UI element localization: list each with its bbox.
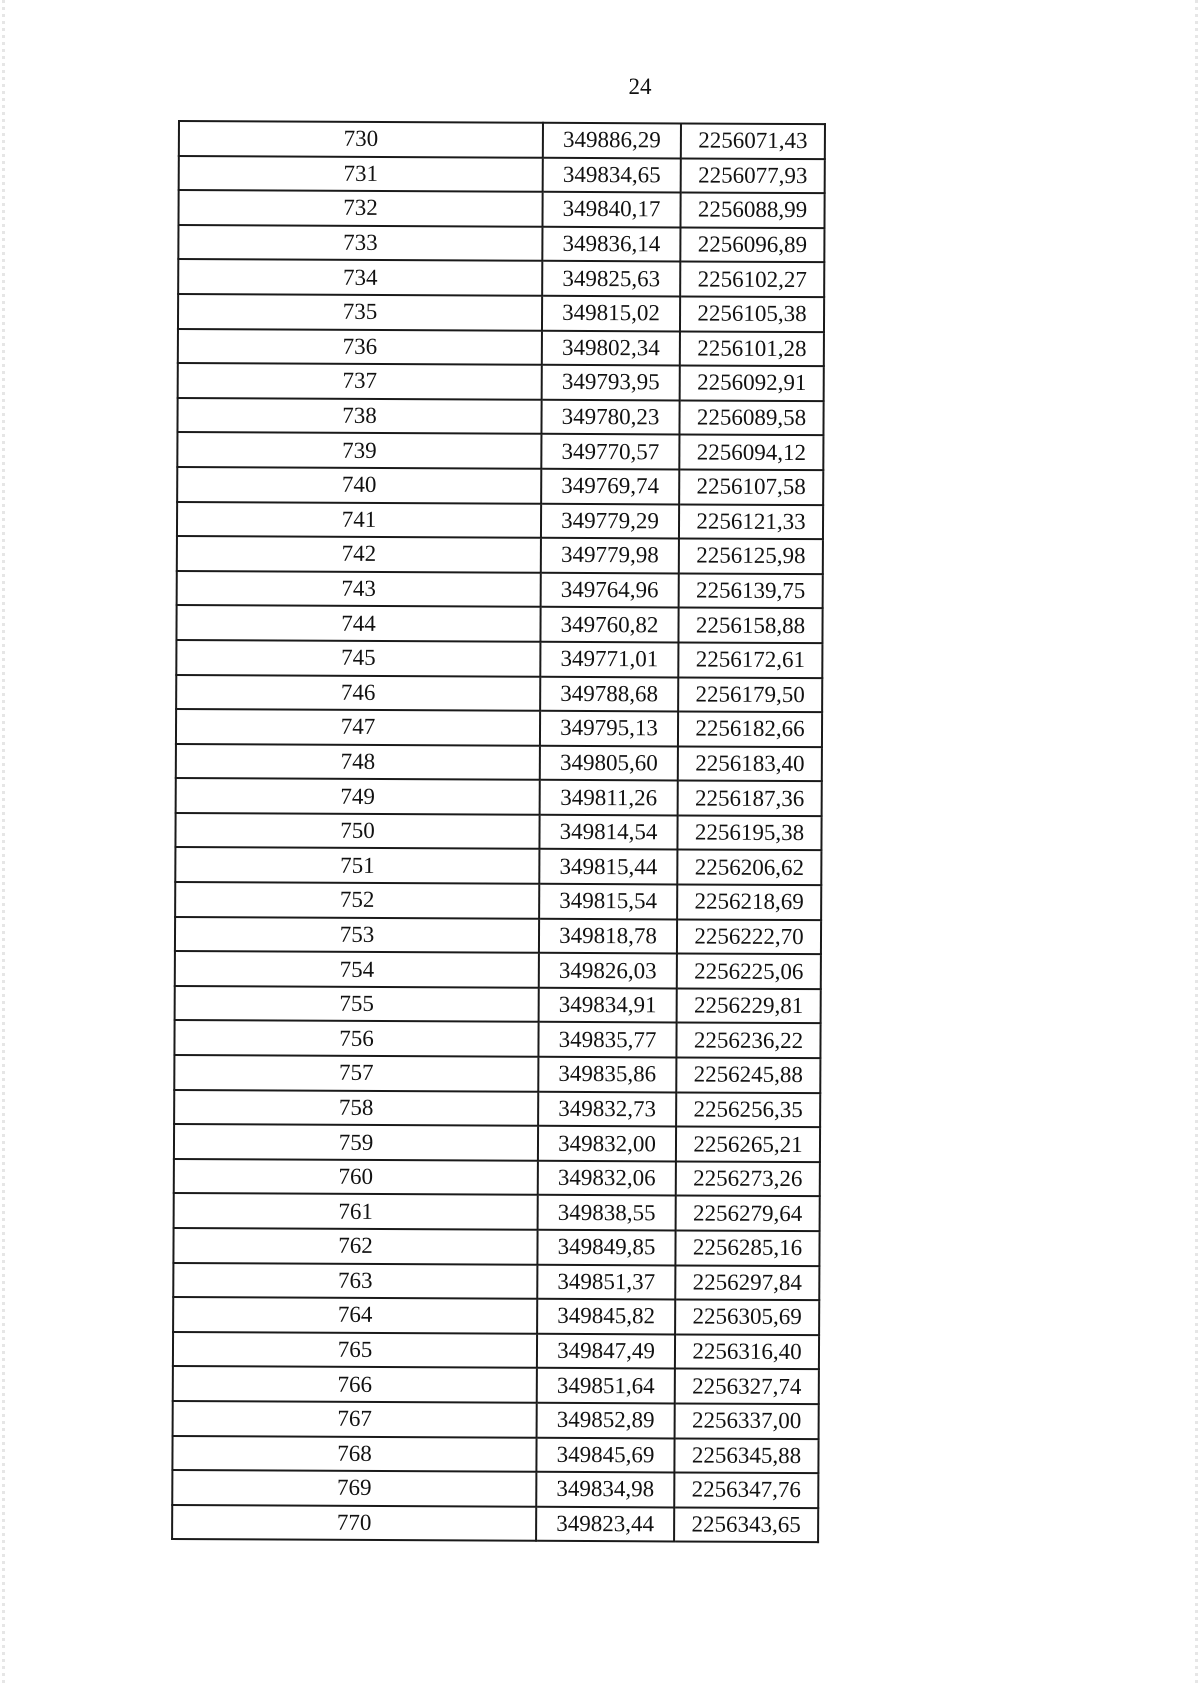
table-row (177, 398, 823, 436)
point-number-cell: 750 (175, 813, 539, 849)
table-row (173, 1366, 819, 1404)
x-coordinate-cell: 349795,13 (540, 711, 678, 746)
point-number-cell: 737 (178, 363, 542, 399)
x-coordinate-cell: 349840,17 (542, 192, 680, 227)
point-number-cell: 764 (173, 1297, 537, 1333)
x-coordinate-cell: 349779,29 (541, 503, 679, 538)
table-row (172, 1505, 818, 1543)
table-row (178, 294, 824, 332)
x-coordinate-cell: 349836,14 (542, 227, 680, 262)
x-coordinate-cell: 349847,49 (537, 1334, 675, 1369)
table-row (176, 744, 822, 782)
point-number-cell: 732 (178, 190, 542, 226)
point-number-cell: 762 (173, 1228, 537, 1264)
point-number-cell: 739 (177, 432, 541, 468)
x-coordinate-cell: 349771,01 (540, 642, 678, 677)
y-coordinate-cell: 2256187,36 (678, 781, 822, 816)
table-row (172, 1436, 818, 1474)
y-coordinate-cell: 2256337,00 (675, 1403, 819, 1438)
table-row (176, 709, 822, 747)
point-number-cell: 768 (172, 1436, 536, 1472)
scan-edge-left (2, 0, 5, 1686)
table-row (177, 502, 823, 540)
y-coordinate-cell: 2256105,38 (680, 296, 824, 331)
point-number-cell: 766 (173, 1366, 537, 1402)
table-row (177, 536, 823, 574)
point-number-cell: 757 (174, 1055, 538, 1091)
x-coordinate-cell: 349852,89 (537, 1403, 675, 1438)
x-coordinate-cell: 349769,74 (541, 469, 679, 504)
table-row (176, 778, 822, 816)
table-row (173, 1263, 819, 1301)
x-coordinate-cell: 349818,78 (539, 918, 677, 953)
y-coordinate-cell: 2256195,38 (677, 815, 821, 850)
point-number-cell: 742 (177, 536, 541, 572)
y-coordinate-cell: 2256101,28 (680, 331, 824, 366)
y-coordinate-cell: 2256225,06 (677, 954, 821, 989)
x-coordinate-cell: 349811,26 (540, 780, 678, 815)
table-row (178, 259, 824, 297)
x-coordinate-cell: 349832,00 (538, 1126, 676, 1161)
point-number-cell: 765 (173, 1332, 537, 1368)
point-number-cell: 751 (175, 847, 539, 883)
table-row (176, 640, 822, 678)
table-row (178, 363, 824, 401)
y-coordinate-cell: 2256218,69 (677, 885, 821, 920)
table-row (175, 882, 821, 920)
y-coordinate-cell: 2256121,33 (679, 504, 823, 539)
point-number-cell: 759 (174, 1124, 538, 1160)
table-row (174, 1159, 820, 1197)
y-coordinate-cell: 2256088,99 (680, 193, 824, 228)
x-coordinate-cell: 349835,86 (538, 1057, 676, 1092)
x-coordinate-cell: 349823,44 (536, 1507, 674, 1542)
y-coordinate-cell: 2256139,75 (679, 573, 823, 608)
table-row (173, 1297, 819, 1335)
table-row (174, 1193, 820, 1231)
x-coordinate-cell: 349849,85 (537, 1230, 675, 1265)
y-coordinate-cell: 2256327,74 (675, 1369, 819, 1404)
x-coordinate-cell: 349760,82 (540, 607, 678, 642)
y-coordinate-cell: 2256183,40 (678, 746, 822, 781)
x-coordinate-cell: 349764,96 (541, 572, 679, 607)
point-number-cell: 743 (177, 571, 541, 607)
point-number-cell: 749 (176, 778, 540, 814)
point-number-cell: 760 (174, 1159, 538, 1195)
x-coordinate-cell: 349838,55 (538, 1195, 676, 1230)
x-coordinate-cell: 349815,54 (539, 884, 677, 919)
table-row (177, 467, 823, 505)
point-number-cell: 755 (175, 986, 539, 1022)
x-coordinate-cell: 349826,03 (539, 953, 677, 988)
table-row (178, 225, 824, 263)
point-number-cell: 740 (177, 467, 541, 503)
x-coordinate-cell: 349845,69 (536, 1437, 674, 1472)
table-row (175, 951, 821, 989)
point-number-cell: 731 (179, 156, 543, 192)
point-number-cell: 738 (177, 398, 541, 434)
table-row (174, 1124, 820, 1162)
x-coordinate-cell: 349780,23 (541, 400, 679, 435)
point-number-cell: 761 (174, 1193, 538, 1229)
x-coordinate-cell: 349835,77 (538, 1022, 676, 1057)
y-coordinate-cell: 2256245,88 (676, 1057, 820, 1092)
x-coordinate-cell: 349815,44 (539, 849, 677, 884)
table-row (175, 813, 821, 851)
table-row (174, 1090, 820, 1128)
point-number-cell: 754 (175, 951, 539, 987)
y-coordinate-cell: 2256107,58 (679, 469, 823, 504)
table-row (178, 190, 824, 228)
x-coordinate-cell: 349770,57 (541, 434, 679, 469)
table-row (177, 432, 823, 470)
y-coordinate-cell: 2256256,35 (676, 1092, 820, 1127)
y-coordinate-cell: 2256265,21 (676, 1127, 820, 1162)
point-number-cell: 746 (176, 674, 540, 710)
y-coordinate-cell: 2256236,22 (676, 1023, 820, 1058)
point-number-cell: 752 (175, 882, 539, 918)
y-coordinate-cell: 2256172,61 (678, 642, 822, 677)
table-row (177, 571, 823, 609)
coordinates-table-body (172, 121, 825, 1542)
table-row (173, 1401, 819, 1439)
y-coordinate-cell: 2256089,58 (679, 400, 823, 435)
x-coordinate-cell: 349815,02 (542, 296, 680, 331)
y-coordinate-cell: 2256316,40 (675, 1334, 819, 1369)
table-row (173, 1228, 819, 1266)
y-coordinate-cell: 2256229,81 (677, 988, 821, 1023)
x-coordinate-cell: 349834,91 (539, 988, 677, 1023)
y-coordinate-cell: 2256096,89 (680, 227, 824, 262)
point-number-cell: 744 (176, 605, 540, 641)
x-coordinate-cell: 349851,37 (537, 1264, 675, 1299)
point-number-cell: 770 (172, 1505, 536, 1541)
x-coordinate-cell: 349834,65 (543, 157, 681, 192)
y-coordinate-cell: 2256182,66 (678, 712, 822, 747)
table-row (173, 1332, 819, 1370)
scan-edge-right (1195, 0, 1198, 1686)
x-coordinate-cell: 349814,54 (539, 815, 677, 850)
y-coordinate-cell: 2256343,65 (674, 1507, 818, 1542)
point-number-cell: 767 (173, 1401, 537, 1437)
x-coordinate-cell: 349793,95 (542, 365, 680, 400)
point-number-cell: 769 (172, 1470, 536, 1506)
coordinates-table (171, 120, 826, 1543)
x-coordinate-cell: 349834,98 (536, 1472, 674, 1507)
x-coordinate-cell: 349825,63 (542, 261, 680, 296)
point-number-cell: 733 (178, 225, 542, 261)
y-coordinate-cell: 2256206,62 (677, 850, 821, 885)
table-row (176, 605, 822, 643)
x-coordinate-cell: 349779,98 (541, 538, 679, 573)
y-coordinate-cell: 2256179,50 (678, 677, 822, 712)
y-coordinate-cell: 2256305,69 (675, 1300, 819, 1335)
table-row (175, 917, 821, 955)
y-coordinate-cell: 2256071,43 (681, 123, 825, 158)
y-coordinate-cell: 2256094,12 (679, 435, 823, 470)
y-coordinate-cell: 2256092,91 (680, 366, 824, 401)
y-coordinate-cell: 2256102,27 (680, 262, 824, 297)
x-coordinate-cell: 349886,29 (543, 123, 681, 158)
point-number-cell: 745 (176, 640, 540, 676)
point-number-cell: 734 (178, 259, 542, 295)
y-coordinate-cell: 2256345,88 (674, 1438, 818, 1473)
x-coordinate-cell: 349851,64 (537, 1368, 675, 1403)
point-number-cell: 756 (174, 1020, 538, 1056)
x-coordinate-cell: 349845,82 (537, 1299, 675, 1334)
y-coordinate-cell: 2256297,84 (675, 1265, 819, 1300)
table-row (175, 847, 821, 885)
point-number-cell: 730 (179, 121, 543, 157)
table-row (178, 329, 824, 367)
point-number-cell: 753 (175, 917, 539, 953)
point-number-cell: 748 (176, 744, 540, 780)
page-number: 24 (628, 74, 652, 99)
x-coordinate-cell: 349832,06 (538, 1161, 676, 1196)
y-coordinate-cell: 2256125,98 (679, 539, 823, 574)
table-row (174, 1020, 820, 1058)
y-coordinate-cell: 2256273,26 (676, 1161, 820, 1196)
x-coordinate-cell: 349802,34 (542, 330, 680, 365)
table-row (174, 1055, 820, 1093)
x-coordinate-cell: 349805,60 (540, 745, 678, 780)
y-coordinate-cell: 2256222,70 (677, 919, 821, 954)
table-row (179, 156, 825, 194)
point-number-cell: 736 (178, 329, 542, 365)
table-row (175, 986, 821, 1024)
y-coordinate-cell: 2256158,88 (678, 608, 822, 643)
x-coordinate-cell: 349788,68 (540, 676, 678, 711)
point-number-cell: 763 (173, 1263, 537, 1299)
y-coordinate-cell: 2256347,76 (674, 1473, 818, 1508)
table-row (172, 1470, 818, 1508)
x-coordinate-cell: 349832,73 (538, 1091, 676, 1126)
y-coordinate-cell: 2256077,93 (681, 158, 825, 193)
table-row (176, 674, 822, 712)
table-row (179, 121, 825, 159)
point-number-cell: 758 (174, 1090, 538, 1126)
y-coordinate-cell: 2256285,16 (675, 1230, 819, 1265)
point-number-cell: 741 (177, 502, 541, 538)
point-number-cell: 735 (178, 294, 542, 330)
y-coordinate-cell: 2256279,64 (676, 1196, 820, 1231)
point-number-cell: 747 (176, 709, 540, 745)
